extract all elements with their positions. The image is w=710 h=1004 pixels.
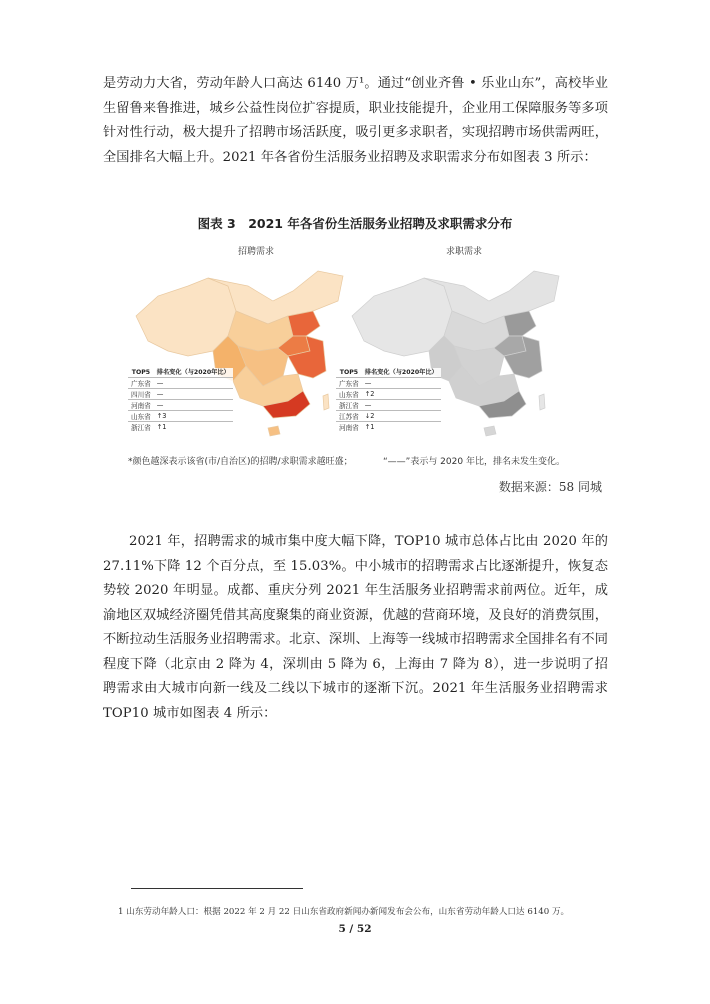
table-row <box>336 400 441 411</box>
jobseeking-top5-table <box>336 368 441 432</box>
table-row <box>336 389 441 400</box>
table-row <box>336 411 441 422</box>
map-hainan <box>268 426 280 436</box>
map-hainan <box>484 426 496 436</box>
province-cell: 四川省 <box>128 389 154 400</box>
map-shandong <box>504 311 536 336</box>
change-cell: — <box>154 389 233 400</box>
province-cell: 河南省 <box>336 422 362 433</box>
province-cell: 广东省 <box>128 378 154 389</box>
change-cell: ↑3 <box>154 411 233 422</box>
table-row <box>128 378 233 389</box>
footnote-divider <box>131 888 303 889</box>
table-row <box>128 400 233 411</box>
map-taiwan <box>539 394 545 410</box>
change-cell: ↑2 <box>362 389 441 400</box>
province-cell: 浙江省 <box>128 422 154 433</box>
change-cell: ↑1 <box>362 422 441 433</box>
table-row <box>336 378 441 389</box>
body-paragraph-1: 是劳动力大省，劳动年龄人口高达 6140 万¹。通过“创业齐鲁 • 乐业山东”，高校毕业生留鲁来鲁推进，城乡公益性岗位扩容提质，职业技能提升，企业用工保障服务等多项针对性行动，极大提升了招聘市场活跃度，吸引更多求职者，实现招聘市场供需两旺，全国排名大幅上升。2021 年各省份生活服务业招聘及求职需求分布如图表 3 所示： <box>103 76 608 165</box>
table-row <box>128 389 233 400</box>
map-taiwan <box>323 394 329 410</box>
change-cell: — <box>362 400 441 411</box>
data-source: 数据来源：58 同城 <box>498 480 602 494</box>
table-header-change: 排名变化（与2020年比） <box>364 369 438 376</box>
province-cell: 浙江省 <box>336 400 362 411</box>
table-header-top5: TOP5 <box>131 369 151 376</box>
jobseeking-map <box>339 244 574 444</box>
province-cell: 山东省 <box>336 389 362 400</box>
change-cell: — <box>154 378 233 389</box>
change-cell: ↓2 <box>362 411 441 422</box>
footnote: 1 山东劳动年龄人口：根据 2022 年 2 月 22 日山东省政府新闻办新闻发布会公布，山东省劳动年龄人口达 6140 万。 <box>118 907 570 917</box>
change-cell: — <box>154 400 233 411</box>
map-shandong <box>288 311 320 336</box>
change-cell: — <box>362 378 441 389</box>
province-cell: 江苏省 <box>336 411 362 422</box>
figure-caption-left: *颜色越深表示该省(市/自治区)的招聘/求职需求越旺盛； <box>128 457 353 467</box>
table-row <box>336 422 441 433</box>
body-paragraph-2: 2021 年，招聘需求的城市集中度大幅下降，TOP10 城市总体占比由 2020 年的 27.11%下降 12 个百分点，至 15.03%。中小城市的招聘需求占比逐渐提升，恢复态势较 2020 年明显。成都、重庆分列 2021 年生活服务业招聘需求前两位。近年，成渝地区双城经济圈凭借其高度聚集的商业资源，优越的营商环境，及良好的消费氛围，不断拉动生活服务业招聘需求。北京、深圳、上海等一线城市招聘需求全国排名有不同程度下降（北京由 2 降为 4，深圳由 5 降为 6，上海由 7 降为 8），进一步说明了招聘需求由大城市向新一线及二线以下城市的逐渐下沉。2021 年生活服务业招聘需求 TOP10 城市如图表 4 所示： <box>103 534 608 721</box>
page-number: 5 / 52 <box>338 923 372 935</box>
figure-caption-right: “——”表示与 2020 年比，排名未发生变化。 <box>383 457 565 467</box>
figure-title: 图表 3 2021 年各省份生活服务业招聘及求职需求分布 <box>197 216 513 231</box>
province-cell: 河南省 <box>128 400 154 411</box>
recruitment-top5-table <box>128 368 233 432</box>
table-row <box>128 411 233 422</box>
table-row <box>128 422 233 433</box>
change-cell: ↑1 <box>154 422 233 433</box>
table-header-change: 排名变化（与2020年比） <box>156 369 230 376</box>
province-cell: 广东省 <box>336 378 362 389</box>
table-header-top5: TOP5 <box>339 369 359 376</box>
province-cell: 山东省 <box>128 411 154 422</box>
recruitment-map-label: 招聘需求 <box>238 247 275 257</box>
jobseeking-map-label: 求职需求 <box>446 247 483 257</box>
recruitment-map <box>128 244 358 444</box>
